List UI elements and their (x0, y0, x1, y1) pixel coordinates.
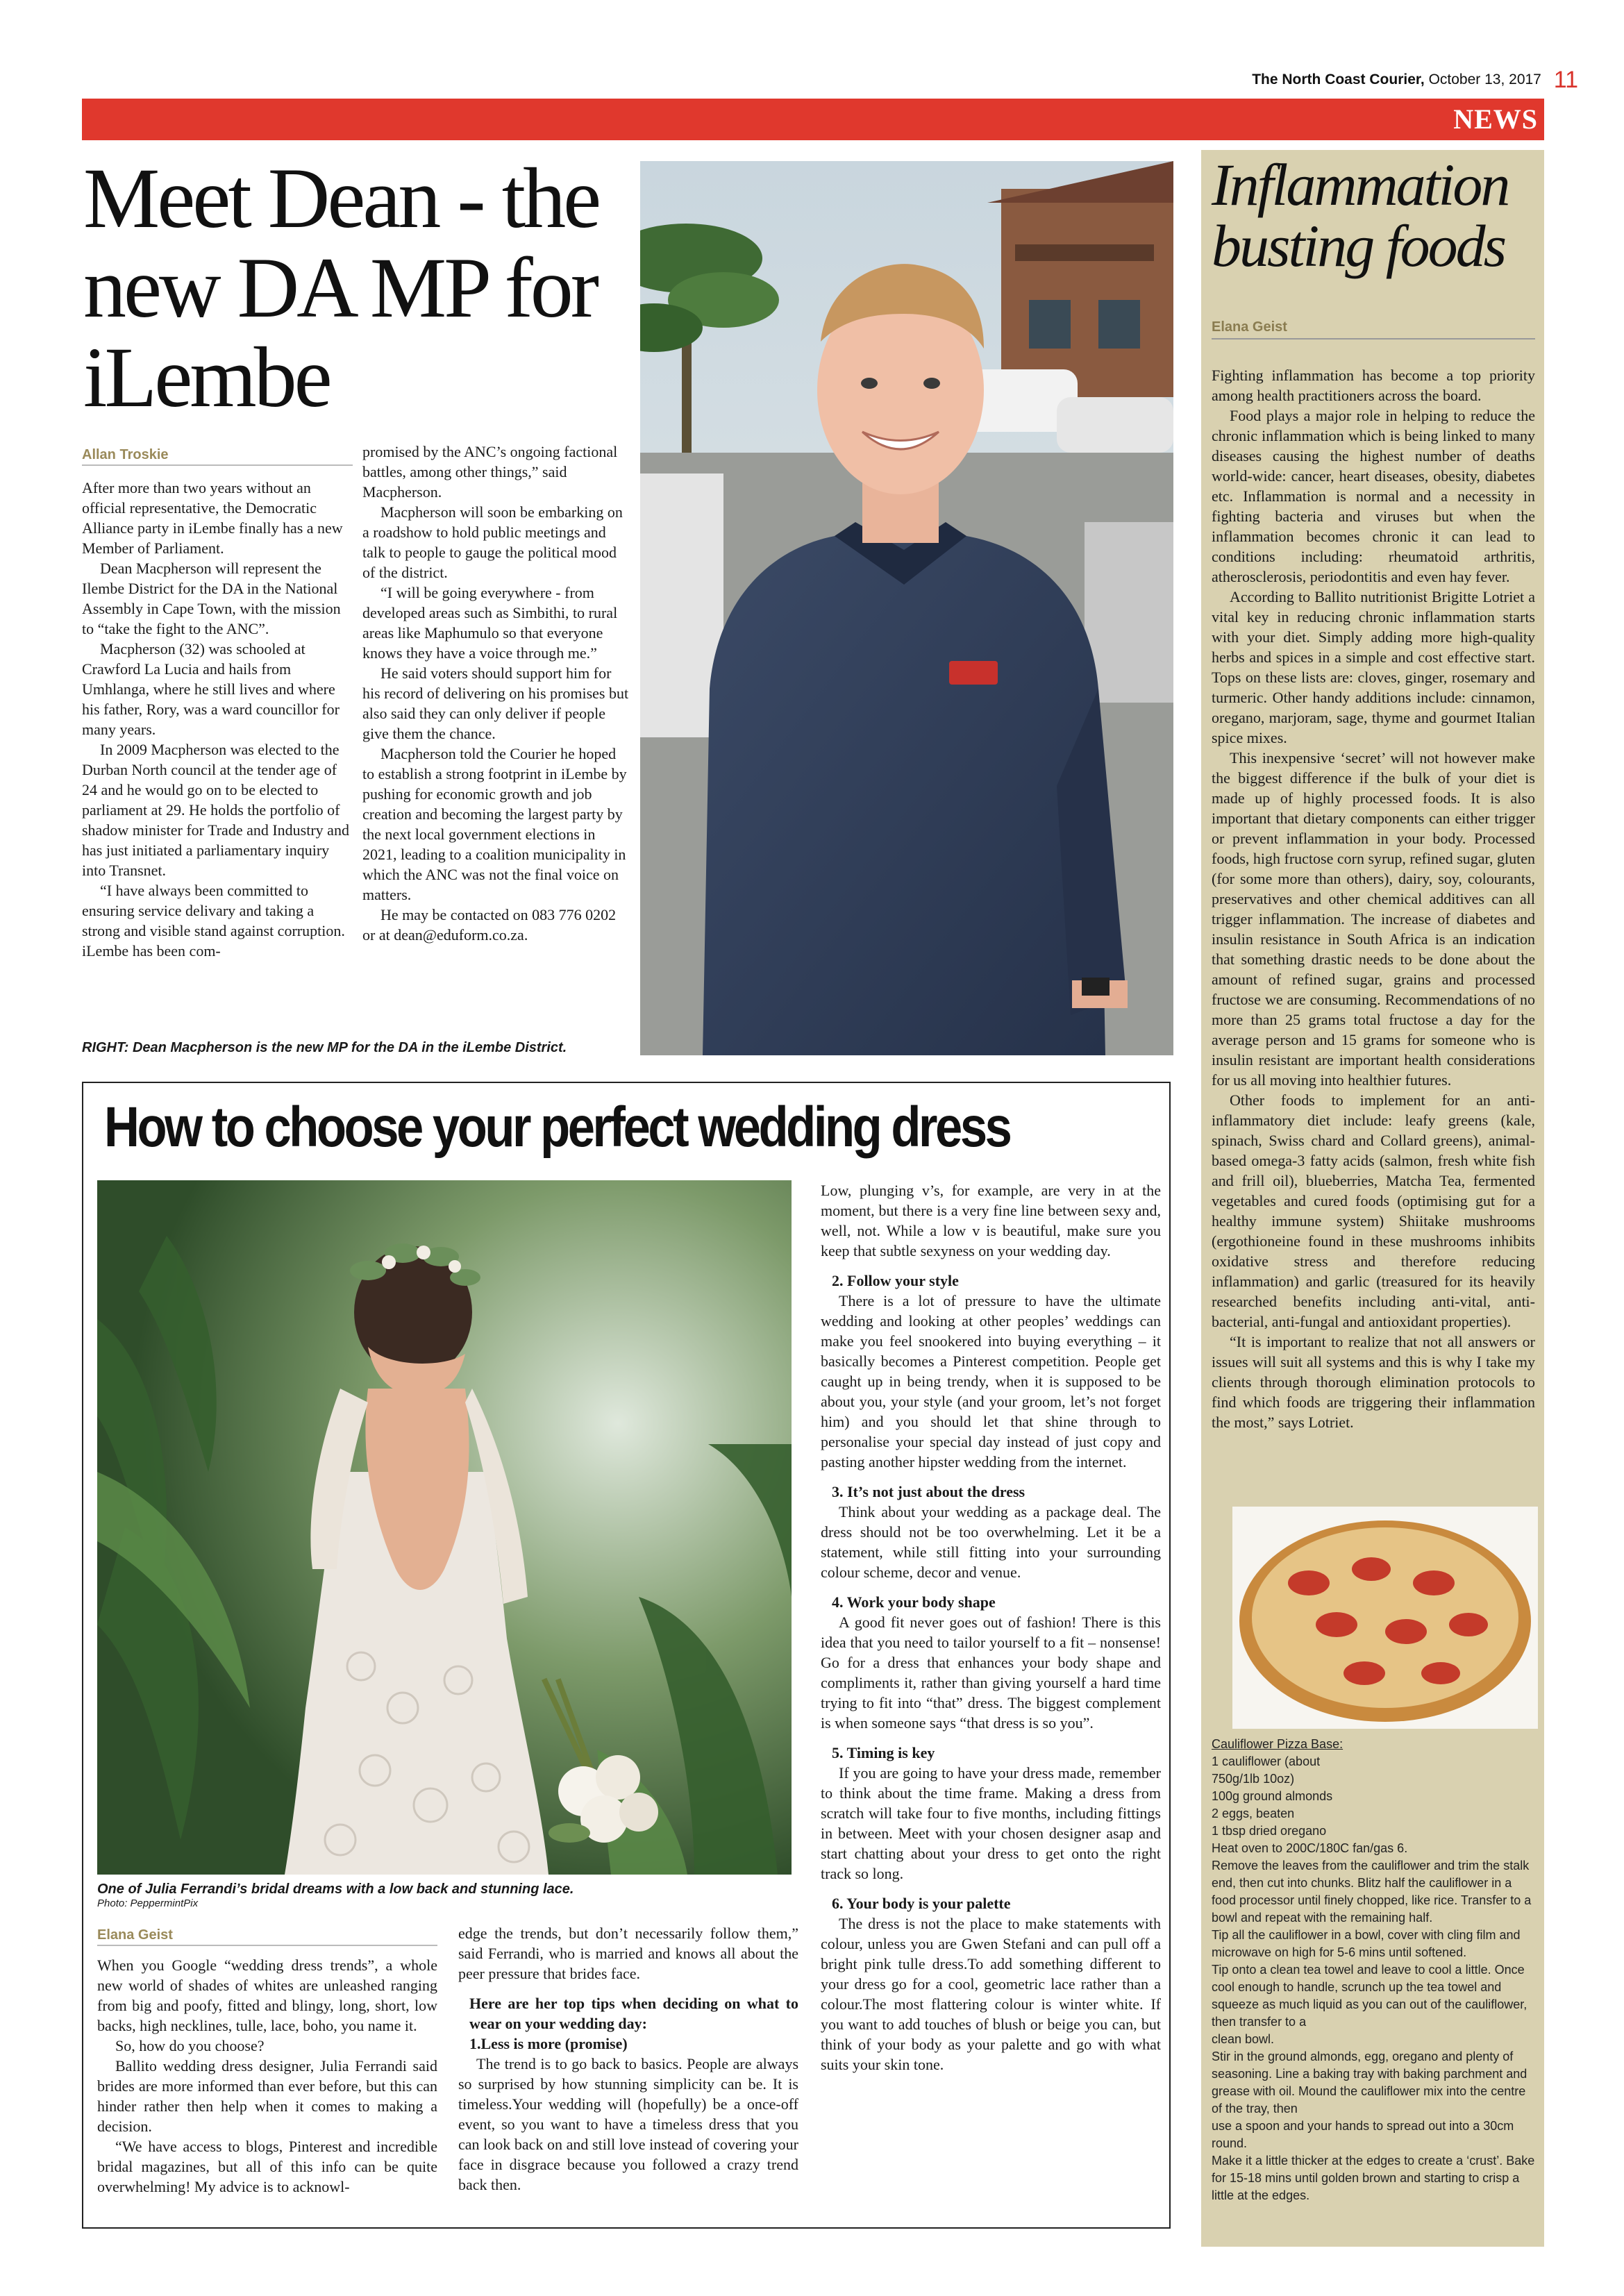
wedding-column-3 (821, 1180, 1161, 2075)
sidebar-headline-line-2: busting foods (1212, 212, 1505, 279)
recipe-line: Stir in the ground almonds, egg, oregano and plenty of seasoning. Line a baking tray with baking parchment and grease with oil. Mound the cauliflower mix into the centre of the tray, then (1212, 2050, 1527, 2115)
dean-column-2 (362, 442, 630, 945)
tip-title: 2. Follow your style (832, 1272, 959, 1289)
wedding-paragraph: So, how do you choose? (115, 2037, 265, 2054)
tip-body: The trend is to go back to basics. People are always so surprised by how stunning simplicity can be. It is timeless.Your wedding will (hopefully) be a once-off event, so you want to have a timeless dress that you can look back on and still love instead of covering your face in disgrace because you followed a crazy trend back then. (458, 2055, 798, 2193)
section-bar (82, 99, 1544, 140)
dean-headline: Meet Dean - the new DA MP for iLembe (83, 151, 599, 425)
dean-paragraph: Macpherson will soon be embarking on a roadshow to hold public meetings and talk to people to gauge the political mood of the district. (362, 503, 623, 581)
bride-photo (97, 1180, 792, 1875)
recipe-line: Tip onto a clean tea towel and leave to cool a little. Once cool enough to handle, scrunch up the tea towel and squeeze as much liquid as you can out of the cauliflower, then transfer to a (1212, 1963, 1527, 2029)
photo-credit: Photo: PeppermintPix (97, 1897, 199, 1909)
dean-paragraph: “I have always been committed to ensuring service delivary and taking a strong and visible stand against corruption. iLembe has been com- (82, 882, 345, 960)
wedding-caption-text: One of Julia Ferrandi’s bridal dreams with a low back and stunning lace. (97, 1882, 574, 1897)
dean-paragraph: Macpherson (32) was schooled at Crawford La Lucia and hails from Umhlanga, where he still lives and where his father, Rory, was a ward councillor for many years. (82, 640, 340, 738)
recipe-title: Cauliflower Pizza Base: (1212, 1737, 1343, 1751)
tip-title: 5. Timing is key (832, 1744, 935, 1761)
sidebar-paragraph: This inexpensive ‘secret’ will not however make the biggest difference if the bulk of your diet is made up of highly processed foods. It is also important that dietary components can either trigger or prevent inflammation in your body. Processed foods, high fructose corn syrup, refined sugar, gluten (for some more than others), dairy, soy, colourants, preservatives and other chemical additives can all trigger inflammation. The increase of diabetes and insulin resistance in South Africa is an indication that something drastic needs to be done about the amount of refined sugar, grains and processed fructose we are consuming. Recommendations of no more than 25 grams total fructose a day for the average person and 15 grams for someone who is insulin resistant are important health considerations for us all moving into healthier futures. (1212, 749, 1535, 1089)
recipe-line: clean bowl. (1212, 2032, 1275, 2046)
recipe-line: 750g/1lb 10oz) (1212, 1772, 1295, 1786)
tip-body: The dress is not the place to make statements with colour, unless you are Gwen Stefani and can pull off a bright pink tulle dress.To add something different to your dress go for a cool, geometric lace rather than a colour.The most flattering colour is winter white. If you want to add touches of blush or beige you can, but think of your body as your palette and go with what suits your skin tone. (821, 1915, 1161, 2073)
recipe-line: 2 eggs, beaten (1212, 1807, 1295, 1820)
tip-title: 3. It’s not just about the dress (832, 1483, 1026, 1500)
sidebar-paragraph: Fighting inflammation has become a top priority among health practitioners across the board. (1212, 367, 1535, 404)
tip-title: 1.Less is more (promise) (469, 2035, 628, 2052)
sidebar-paragraph: According to Ballito nutritionist Brigitte Lotriet a vital key in reducing chronic inflammation starts with your diet. Simply adding more high-quality herbs and spices in a simple and cost effective start. Tops on these lists are: cloves, ginger, rosemary and turmeric. Other handy additions include: cinnamon, oregano, marjoram, sage, thyme and gourmet Italian spice mixes. (1212, 588, 1535, 746)
dean-paragraph: Dean Macpherson will represent the Ilembe District for the DA in the National Assembly in Cape Town, with the mission to “take the fight to the ANC”. (82, 560, 341, 637)
wedding-paragraph: edge the trends, but don’t necessarily follow them,” said Ferrandi, who is married and knows all about the peer pressure that brides face. (458, 1925, 798, 1982)
dean-paragraph: After more than two years without an official representative, the Democratic Alliance party in iLembe finally has a new Member of Parliament. (82, 479, 343, 557)
dean-paragraph: He said voters should support him for his record of delivering on his promises but also said they can only deliver if people give them the chance. (362, 664, 629, 742)
wedding-photo-caption (97, 1882, 792, 1909)
sidebar-paragraph: “It is important to realize that not all answers or issues will suit all systems and this is why I take my clients through thorough elimination protocols to find which foods are triggering their inflammation the most,” says Lotriet. (1212, 1333, 1535, 1431)
wedding-column-1 (97, 1955, 437, 2197)
dean-portrait-photo (640, 161, 1173, 1055)
tip-title: 6. Your body is your palette (832, 1895, 1011, 1912)
section-label: NEWS (1453, 103, 1538, 135)
masthead (1252, 67, 1578, 94)
wedding-paragraph: When you Google “wedding dress trends”, a whole new world of shades of whites are unleashed ranging from big and poofy, fitted and blingy, long, short, low backs, high necklines, tulle, lace, boho, you name it. (97, 1956, 437, 2034)
recipe-line: Heat oven to 200C/180C fan/gas 6. (1212, 1841, 1408, 1855)
dean-photo-caption: RIGHT: Dean Macpherson is the new MP for the DA in the iLembe District. (82, 1040, 567, 1055)
recipe-line: use a spoon and your hands to spread out into a 30cm round. (1212, 2119, 1514, 2150)
sidebar-headline (1212, 151, 1538, 279)
recipe-line: 1 cauliflower (about (1212, 1754, 1321, 1768)
tips-intro: Here are her top tips when deciding on what to wear on your wedding day: (469, 1995, 798, 2032)
page-number: 11 (1553, 67, 1578, 93)
paper-name: The North Coast Courier, (1252, 72, 1425, 88)
tip-body: If you are going to have your dress made, remember to think about the time frame. Making a dress from scratch will take four to five months, including fittings in between. Meet with your chosen designer asap and start chatting about your dress to get onto the right track so long. (821, 1764, 1161, 1882)
sidebar-paragraph: Food plays a major role in helping to reduce the chronic inflammation which is being linked to many diseases causing the highest number of deaths world-wide: cancer, heart diseases, obesity, diabetes etc. Inflammation is normal and a necessity in fighting bacteria and viruses but when the inflammation becomes chronic it can lead to conditions including: rheumatoid arthritis, atherosclerosis, periodontitis and even hay fever. (1212, 407, 1535, 585)
tip-body: Think about your wedding as a package deal. The dress should not be too overwhelming. Let it be a statement, while still fitting into your surrounding colour scheme, decor and venue. (821, 1503, 1161, 1581)
wedding-byline: Elana Geist (97, 1927, 437, 1946)
recipe-line: Tip all the cauliflower in a bowl, cover with cling film and microwave on high for 5-6 mins until softened. (1212, 1928, 1521, 1959)
wedding-paragraph: Low, plunging v’s, for example, are very in at the moment, but there is a very fine line between sexy and, well, not. While a low v is beautiful, make sure you keep that subtle sexyness on your wedding day. (821, 1182, 1161, 1259)
dean-paragraph: promised by the ANC’s ongoing factional battles, among other things,” said Macpherson. (362, 443, 618, 501)
recipe-line: Make it a little thicker at the edges to create a ‘crust’. Bake for 15-18 mins until golden brown and starting to crisp a little at the edges. (1212, 2154, 1535, 2202)
issue-date: October 13, 2017 (1428, 72, 1541, 88)
dean-paragraph: In 2009 Macpherson was elected to the Durban North council at the tender age of 24 and he would go on to be elected to parliament at 29. He holds the portfolio of shadow minister for Trade and Industry and has just initiated a parliamentary inquiry into Transnet. (82, 741, 349, 879)
recipe-line: 100g ground almonds (1212, 1789, 1333, 1803)
wedding-headline: How to choose your perfect wedding dress (104, 1096, 1010, 1159)
sidebar-body (1212, 365, 1535, 1432)
dean-paragraph: He may be contacted on 083 776 0202 or at dean@eduform.co.za. (362, 906, 617, 944)
dean-column-1 (82, 478, 353, 961)
recipe (1212, 1736, 1535, 2204)
tip-body: A good fit never goes out of fashion! There is this idea that you need to tailor yourself to a fit – nonsense! Go for a dress that enhances your body shape and compliments it, rather than giving yourself a hard time trying to fit into “that” dress. The biggest complement is when someone says “that dress is so you”. (821, 1614, 1161, 1732)
dean-byline: Allan Troskie (82, 447, 353, 466)
pizza-photo (1232, 1507, 1538, 1729)
sidebar-byline: Elana Geist (1212, 319, 1535, 340)
recipe-line: Remove the leaves from the cauliflower and trim the stalk end, then cut into chunks. Blitz half the cauliflower in a food processor until finely chopped, like rice. Transfer to a bowl and repeat with the remaining half. (1212, 1859, 1532, 1925)
wedding-column-2 (458, 1923, 798, 2195)
sidebar-paragraph: Other foods to implement for an anti-inflammatory diet include: leafy greens (kale, spinach, Swiss chard and Collard greens), animal-based omega-3 fatty acids (salmon, fresh white fish and frill oil), blueberries, Matcha Tea, fermented vegetables and cured foods (optimising gut for a healthy immune system) Shiitake mushrooms (ergothioneine found in these mushrooms inhibits oxidative stress and therefore reducing inflammation) and garlic (treasured for its heavily researched benefits including anti-vital, anti-bacterial, anti-fungal and antioxidant properties). (1212, 1091, 1535, 1330)
wedding-paragraph: “We have access to blogs, Pinterest and incredible bridal magazines, but all of this info can be quite overwhelming! My advice is to acknowl- (97, 2138, 437, 2195)
dean-paragraph: “I will be going everywhere - from developed areas such as Simbithi, to rural areas like Maphumulo so that everyone knows they have a voice through me.” (362, 584, 618, 662)
tip-body: There is a lot of pressure to have the ultimate wedding and looking at other peoples’ weddings can make you feel snookered into buying everything – it basically becomes a Pinterest competition. People get caught up in being trendy, when it is supposed to be about you, your style (and your groom, let’s not forget him) and you should let that shine through to personalise your special day instead of just copy and pasting another hipster wedding from the internet. (821, 1292, 1161, 1470)
tip-title: 4. Work your body shape (832, 1593, 996, 1611)
sidebar-headline-line-1: Inflammation (1212, 151, 1509, 218)
dean-paragraph: Macpherson told the Courier he hoped to establish a strong footprint in iLembe by pushing for economic growth and job creation and becoming the largest party by the next local government elections in 2021, leading to a coalition municipality in which the ANC was not the final voice on matters. (362, 745, 627, 903)
recipe-line: 1 tbsp dried oregano (1212, 1824, 1327, 1838)
wedding-paragraph: Ballito wedding dress designer, Julia Ferrandi said brides are more informed than ever before, but this can hinder rather then help when it comes to making a decision. (97, 2057, 437, 2135)
